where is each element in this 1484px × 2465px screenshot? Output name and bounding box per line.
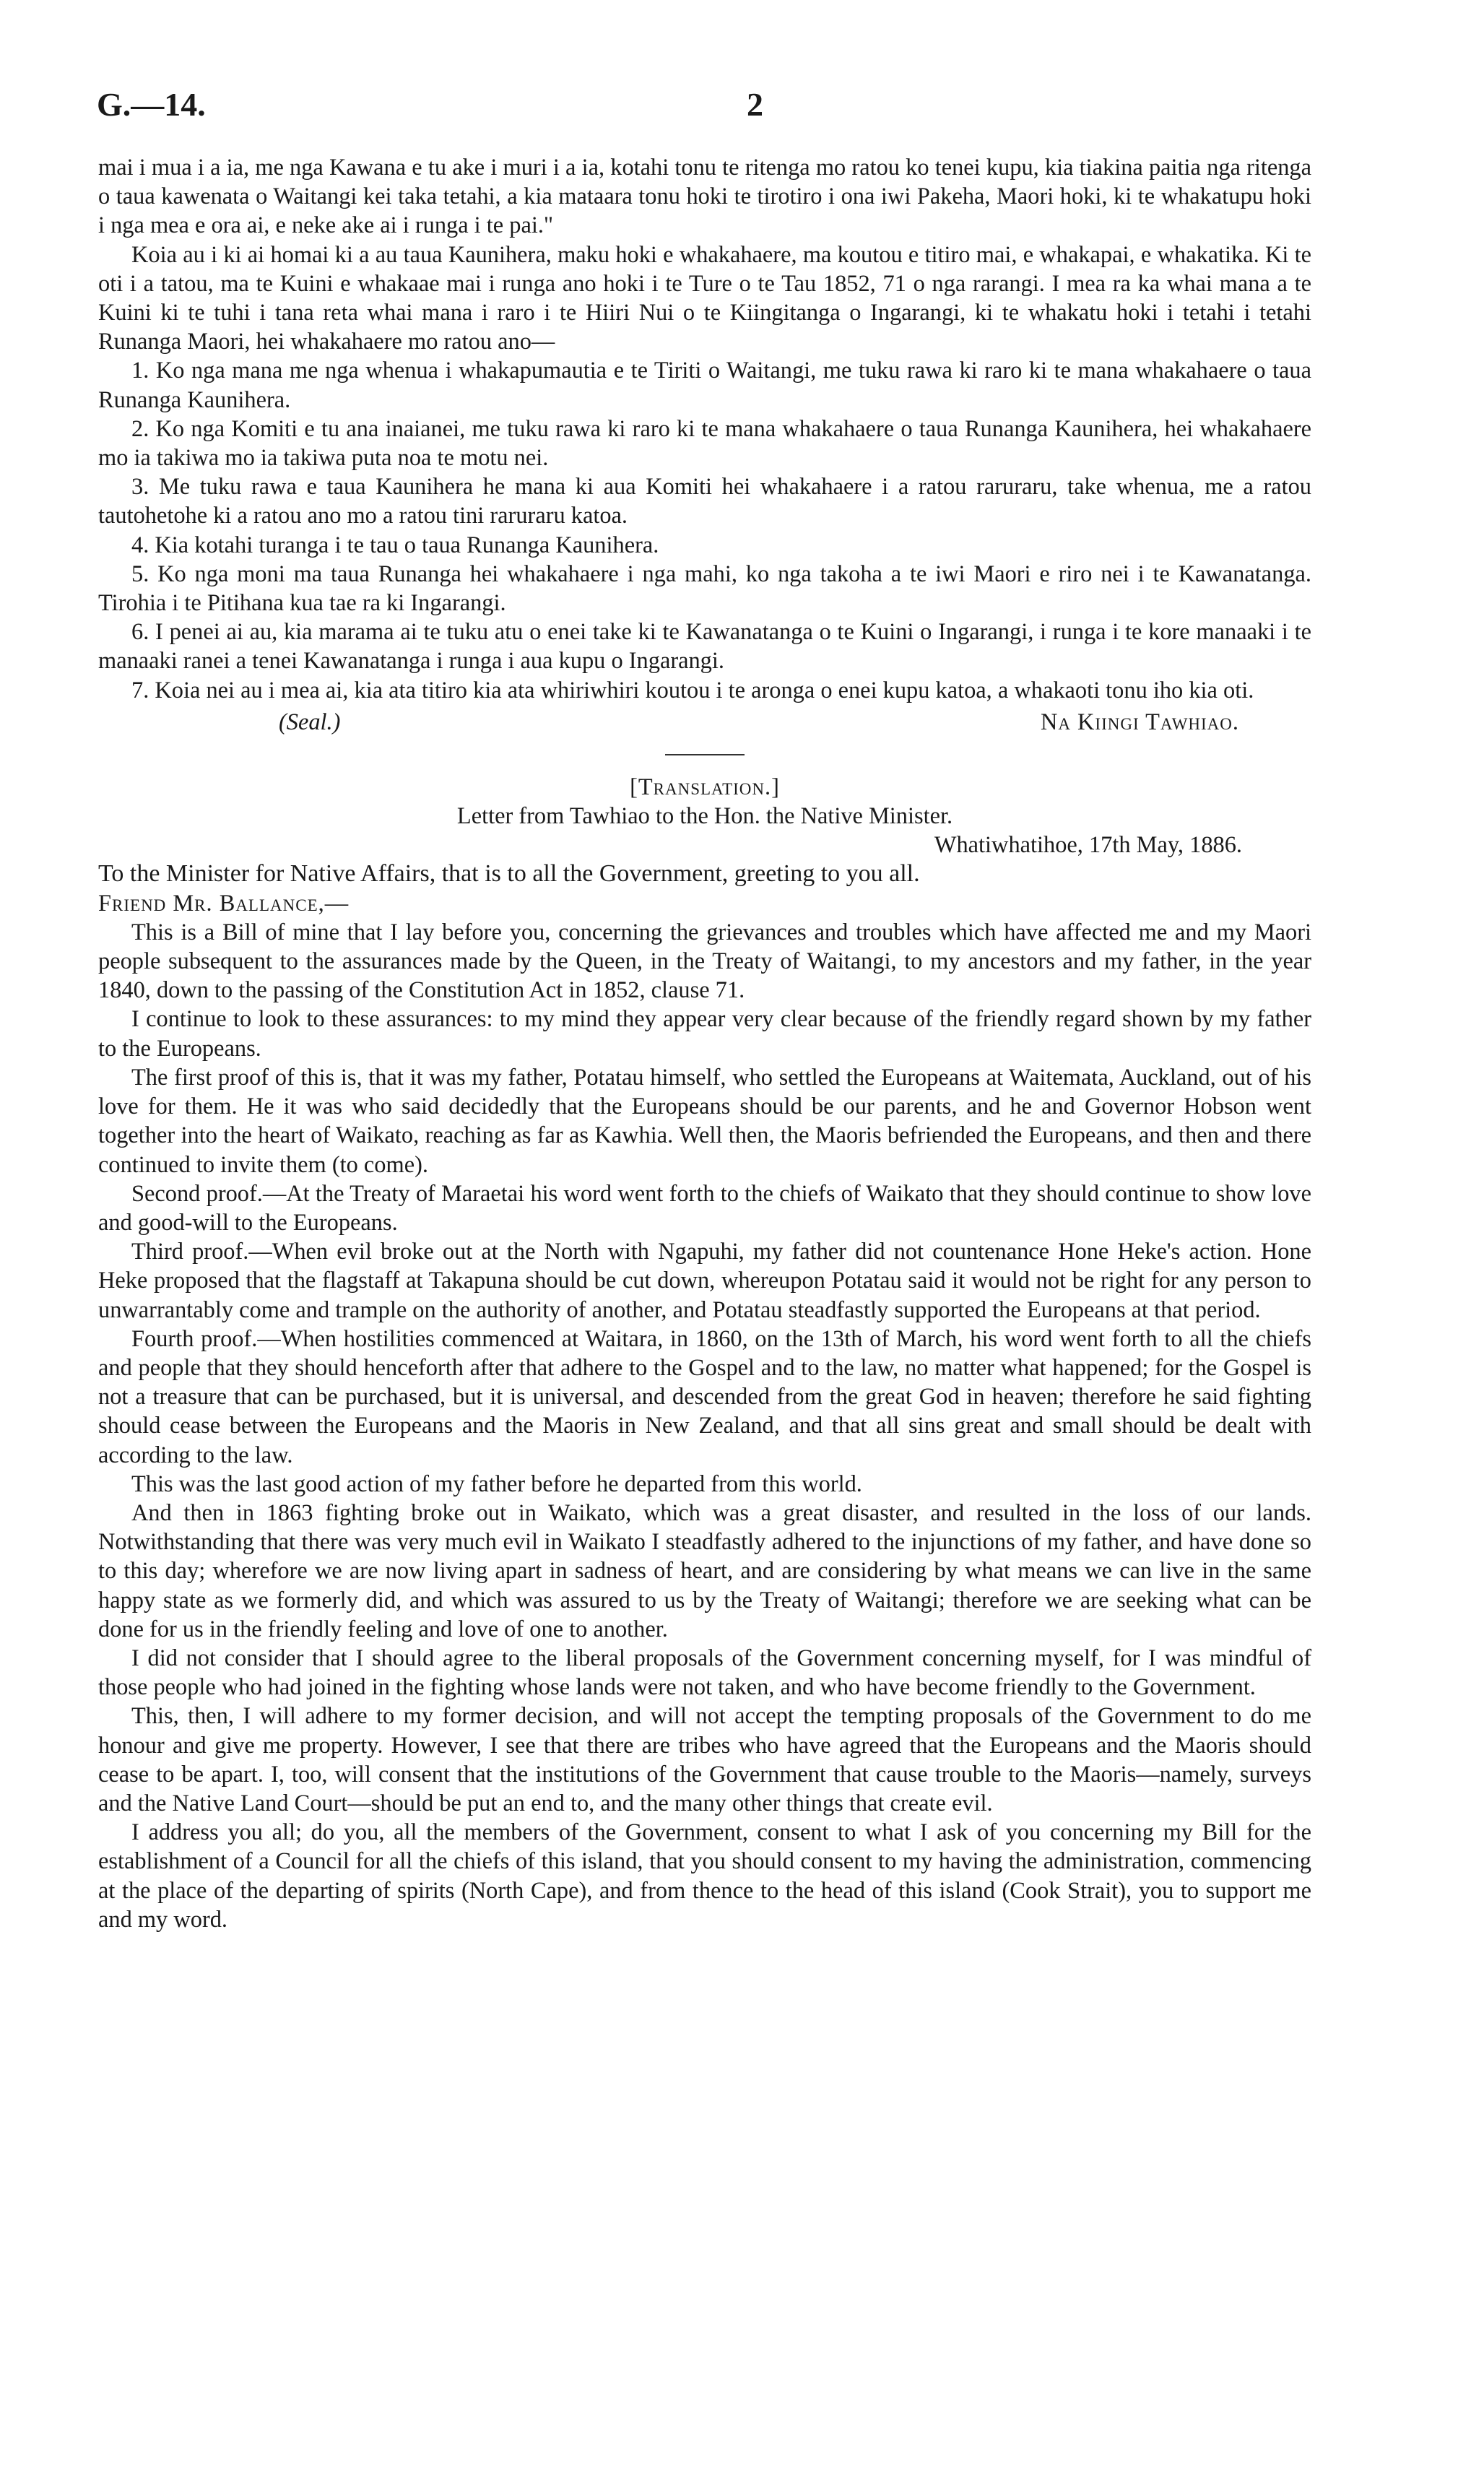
numbered-item: 1. Ko nga mana me nga whenua i whakapumautia e te Tiriti o Waitangi, me tuku rawa ki raro ki te mana whakahaere o taua Runanga Kaunihera.	[98, 358, 1311, 413]
numbered-item: 7. Koia nei au i mea ai, kia ata titiro kia ata whiriwhiri koutou i te aronga o enei kupu katoa, a whakaoti tonu iho kia oti.	[131, 677, 1254, 703]
signature-line	[98, 708, 1311, 740]
paragraph: I continue to look to these assurances: to my mind they appear very clear because of the friendly regard shown by my father to the Europeans.	[98, 1006, 1311, 1062]
salutation: Friend Mr. Ballance,—	[98, 890, 350, 917]
paragraph: This was the last good action of my father before he departed from this world.	[131, 1470, 862, 1497]
paragraph: Second proof.—At the Treaty of Maraetai his word went forth to the chiefs of Waikato that they should continue to show love and good-will to the Europeans.	[98, 1180, 1311, 1236]
page-header	[97, 85, 1387, 129]
paragraph: And then in 1863 fighting broke out in Waikato, which was a great disaster, and resulted in the loss of our lands. Notwithstanding that there was very much evil in Waikato I steadfastly adhered to the injunctions of my father, and have done so to this day; wherefore we are now living apart in sadness of heart, and are considering by what means we can live in the same happy state as we formerly did, and which was assured to us by the Treaty of Waitangi; therefore we are seeking what can be done for us in the friendly feeling and love of one to another.	[98, 1499, 1311, 1642]
page-number: 2	[747, 86, 763, 123]
letter-title: Letter from Tawhiao to the Hon. the Native Minister.	[456, 803, 953, 830]
maori-letter	[98, 153, 1311, 740]
section-divider	[665, 754, 745, 755]
paragraph: Fourth proof.—When hostilities commenced at Waitara, in 1860, on the 13th of March, his word went forth to all the chiefs and people that they should henceforth after that adhere to the Gospel and to the law, no matter what happened; for the Gospel is not a treasure that can be purchased, but it is universal, and descended from the great God in heaven; therefore he said fighting should cease between the Europeans and the Maoris in New Zealand, and that all sins great and small should be dealt with according to the law.	[98, 1325, 1311, 1468]
numbered-item: 3. Me tuku rawa e taua Kaunihera he mana ki aua Komiti hei whakahaere i a ratou raruraru, take whenua, me a ratou tautohetohe ki a ratou ano mo a ratou tini raruraru katoa.	[98, 474, 1311, 529]
numbered-item: 6. I penei ai au, kia marama ai te tuku atu o enei take ki te Kawanatanga o te Kuini o Ingarangi, i runga i te kore manaaki i te manaaki ranei a tenei Kawanatanga i runga i aua kupu o Ingarangi.	[98, 619, 1311, 675]
numbered-item: 4. Kia kotahi turanga i te tau o taua Runanga Kaunihera.	[131, 532, 659, 558]
paragraph: This is a Bill of mine that I lay before you, concerning the grievances and troubles which have affected me and my Maori people subsequent to the assurances made by the Queen, in the Treaty of Waitangi, to my ancestors and my father, in the year 1840, down to the passing of the Constitution Act in 1852, clause 71.	[98, 919, 1311, 1004]
translation-section	[98, 773, 1311, 1934]
paragraph: Koia au i ki ai homai ki a au taua Kaunihera, maku hoki e whakahaere, ma koutou e titiro mai, e whakapai, e whakatika. Ki te oti i a tatou, ma te Kuini e whakaae mai i runga ano hoki i te Ture o te Tau 1852, 71 o nga rarangi. I mea ra ka whai mana a te Kuini ki te tuhi i tana reta whai mana i raro i te Hiiri Nui o te Kiingitanga o Ingarangi, ki te whakatu hoki i tetahi i tetahi Runanga Maori, hei whakahaere mo ratou ano—	[98, 241, 1311, 355]
paragraph: I address you all; do you, all the members of the Government, consent to what I ask of you concerning my Bill for the establishment of a Council for all the chiefs of this island, that you should consent to my having the administration, commencing at the place of the departing of spirits (North Cape), and from thence to the head of this island (Cook Strait), you to support me and my word.	[98, 1819, 1311, 1933]
translation-label: [Translation.]	[630, 774, 780, 800]
paragraph: This, then, I will adhere to my former decision, and will not accept the tempting proposals of the Government to do me honour and give me property. However, I see that there are tribes who have agreed that the Europeans and the Maoris should cease to be apart. I, too, will consent that the institutions of the Government that cause trouble to the Maoris—namely, surveys and the Native Land Court—should be put an end to, and the many other things that create evil.	[98, 1703, 1311, 1816]
paragraph: I did not consider that I should agree to the liberal proposals of the Government concerning myself, for I was mindful of those people who had joined in the fighting whose lands were not taken, and who have become friendly to the Government.	[98, 1645, 1311, 1701]
document-id: G.—14.	[97, 86, 206, 123]
place-date: Whatiwhatihoe, 17th May, 1886.	[934, 832, 1242, 859]
greeting: To the Minister for Native Affairs, that is to all the Government, greeting to you all.	[98, 860, 920, 888]
numbered-item: 5. Ko nga moni ma taua Runanga hei whakahaere i nga mahi, ko nga takoha a te iwi Maori e riro nei i te Kawanatanga. Tirohia i te Pitihana kua tae ra ki Ingarangi.	[98, 560, 1311, 617]
signature: Na Kiingi Tawhiao.	[1040, 709, 1239, 735]
paragraph: mai i mua i a ia, me nga Kawana e tu ake i muri i a ia, kotahi tonu te ritenga mo ratou ko tenei kupu, kia tiakina paitia nga ritenga o taua kawenata o Waitangi kei taka tetahi, a kia mataara tonu hoki te tirotiro i ona iwi Pakeha, Maori hoki, ki te whakatupu hoki i nga mea e ora ai, e neke ake ai i runga i te pai."	[98, 155, 1311, 239]
paragraph: The first proof of this is, that it was my father, Potatau himself, who settled the Europeans at Waitemata, Auckland, out of his love for them. He it was who said decidedly that the Europeans should be our parents, and he and Governor Hobson went together into the heart of Waikato, reaching as far as Kawhia. Well then, the Maoris befriended the Europeans, and then and there continued to invite them (to come).	[98, 1064, 1311, 1178]
page-body	[98, 153, 1311, 1934]
paragraph: Third proof.—When evil broke out at the North with Ngapuhi, my father did not countenance Hone Heke's action. Hone Heke proposed that the flagstaff at Takapuna should be cut down, whereupon Potatau said it would not be right for any person to unwarrantably come and trample on the authority of another, and Potatau steadfastly supported the Europeans at that period.	[98, 1239, 1311, 1323]
seal-note: (Seal.)	[279, 709, 341, 735]
numbered-item: 2. Ko nga Komiti e tu ana inaianei, me tuku rawa ki raro ki te mana whakahaere o taua Runanga Kaunihera, hei whakahaere mo ia takiwa mo ia takiwa puta noa te motu nei.	[98, 415, 1311, 472]
